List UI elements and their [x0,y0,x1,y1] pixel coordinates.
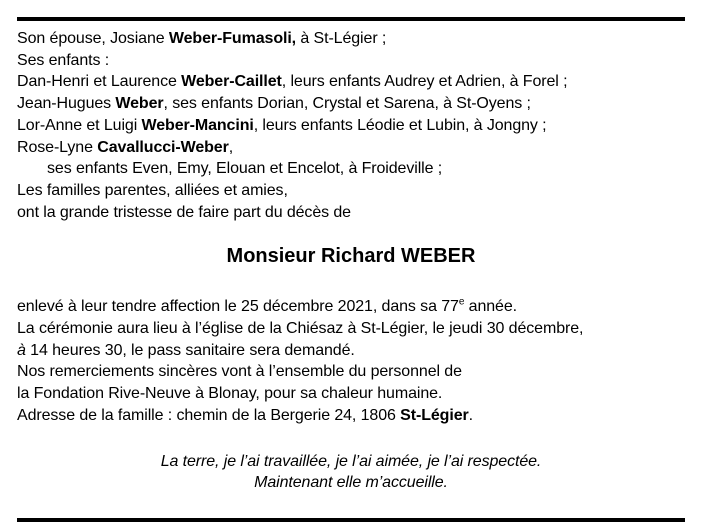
epitaph-quote [17,451,685,494]
text-line [17,472,685,494]
text-segment: Lor-Anne et Luigi [17,116,142,134]
text-segment: Weber-Mancini [141,116,254,134]
text-segment: Jean-Hugues [17,95,116,113]
text-segment: Son épouse, Josiane [17,30,169,47]
text-line [17,180,701,202]
text-segment: année. [464,298,517,316]
text-line [17,93,701,115]
text-segment: enlevé à leur tendre affection le 25 décembre 2021, dans sa 77 [17,298,459,316]
text-segment: 14 heures 30, le pass sanitaire sera demandé. [25,341,355,359]
text-line [17,202,701,224]
text-line [17,296,701,318]
text-segment: La cérémonie aura lieu à l’église de la Chiésaz à St-Légier, le jeudi 30 décembre, [17,320,584,338]
text-line [17,28,701,50]
text-segment: Rose-Lyne [17,138,98,156]
text-line [17,137,701,159]
text-segment: , [228,138,234,156]
text-segment: Weber [115,95,164,113]
text-segment: La terre, je l’ai travaillée, je l’ai aimée, je l’ai respectée. [160,452,542,470]
text-segment: la Fondation Rive-Neuve à Blonay, pour sa chaleur humaine. [17,385,443,403]
text-segment: e [458,297,465,308]
text-segment: St-Légier [400,406,469,424]
text-segment: ont la grande tristesse de faire part du décès de [17,203,351,221]
text-segment: ses enfants Even, Emy, Elouan et Encelot, à Froideville ; [47,160,443,178]
text-line [17,318,701,340]
text-line [17,361,701,383]
text-line [17,50,701,72]
text-segment: à St-Légier ; [296,30,387,47]
text-segment: Adresse de la famille : chemin de la Bergerie 24, 1806 [17,406,401,424]
text-segment: Maintenant elle m’accueille. [254,474,448,492]
deceased-name-title: Monsieur Richard WEBER [226,245,476,268]
text-line [17,383,701,405]
text-segment: Nos remerciements sincères vont à l’ensemble du personnel de [17,363,462,381]
text-segment: Ses enfants : [17,51,110,69]
text-line [17,115,701,137]
text-segment: , ses enfants Dorian, Crystal et Sarena, à St-Oyens ; [163,95,531,113]
text-line [17,340,701,362]
text-segment: . [468,406,473,424]
text-line [17,158,701,180]
text-line [17,71,701,93]
top-border-rule [17,17,685,21]
text-segment: , leurs enfants Léodie et Lubin, à Jongny ; [253,116,547,134]
text-segment: Cavallucci-Weber [97,138,229,156]
text-line [17,405,701,427]
text-segment: Weber-Fumasoli, [168,30,297,47]
ceremony-paragraph [17,296,701,426]
text-segment: Dan-Henri et Laurence [17,73,182,91]
bottom-border-rule [17,518,685,522]
text-line [17,451,685,473]
text-segment: , leurs enfants Audrey et Adrien, à Forel ; [281,73,568,91]
text-segment: Weber-Caillet [181,73,282,91]
family-paragraph [17,28,701,223]
text-segment: Les familles parentes, alliées et amies, [17,181,288,199]
text-segment: à [17,341,26,359]
